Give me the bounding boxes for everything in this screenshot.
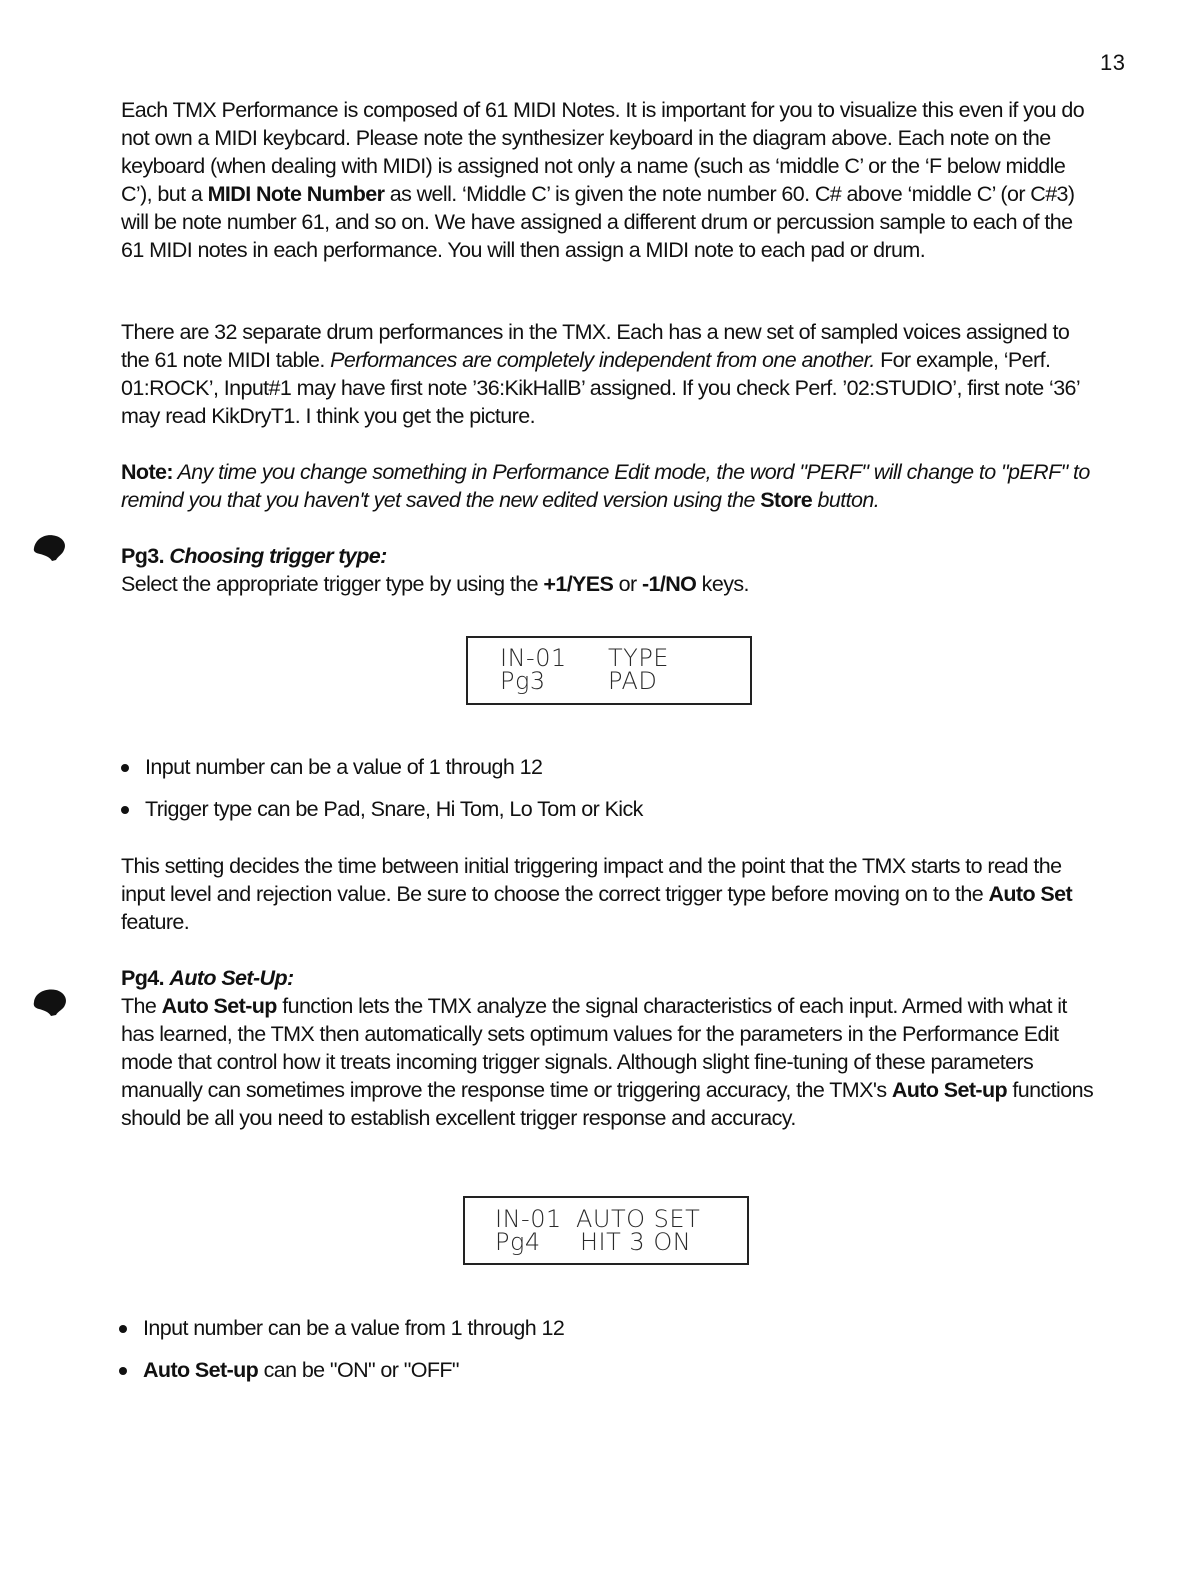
lcd-text: IN-01 [495, 1205, 562, 1233]
list-item: Input number can be a value from 1 through 12 [119, 1314, 564, 1342]
lcd-text: Pg4 [495, 1228, 541, 1256]
lcd-display-pg4 [463, 1196, 749, 1265]
list-item: Auto Set-up can be "ON" or "OFF" [119, 1356, 564, 1384]
list-item: Trigger type can be Pad, Snare, Hi Tom, Lo Tom or Kick [121, 795, 643, 823]
bullet-dot-icon [121, 806, 129, 814]
bullet-dot-icon [121, 764, 129, 772]
page-number: 13 [1100, 50, 1126, 75]
section-heading-pg3: Pg3. Choosing trigger type: [121, 544, 387, 568]
margin-bullet-mark-icon [30, 985, 70, 1019]
bullet-dot-icon [119, 1325, 127, 1333]
pg3-instruction: Select the appropriate trigger type by using the +1/YES or -1/NO keys. [121, 572, 749, 596]
bullet-dot-icon [119, 1367, 127, 1375]
bullet-list-pg4 [119, 1314, 564, 1398]
lcd-display-pg3 [466, 636, 752, 705]
margin-bullet-mark-icon [30, 530, 70, 564]
bullet-list-pg3 [121, 753, 643, 837]
lcd-text: HIT 3 ON [580, 1228, 692, 1256]
lcd-text: AUTO SET [576, 1205, 701, 1233]
lcd-text: PAD [608, 667, 658, 695]
section-heading-pg4: Pg4. Auto Set-Up: [121, 966, 294, 990]
lcd-text: IN-01 [500, 644, 567, 672]
lcd-text: TYPE [608, 644, 669, 672]
paragraph-trigger-setting: This setting decides the time between initial triggering impact and the point that the TMX starts to read the input level and rejection value. Be sure to choose the correct trigger type before moving on to the Auto Set feature. [121, 854, 1073, 934]
pg4-description: The Auto Set-up function lets the TMX analyze the signal characteristics of each input. Armed with what it has learned, the TMX then automatically sets optimum values for the parameters in the Performance Edit mode that control how it treats incoming trigger signals. Although slight fine-tuning of these parameters manually can sometimes improve the response time or triggering accuracy, the TMX's Auto Set-up functions should be all you need to establish excellent trigger response and accuracy. [121, 994, 1094, 1130]
list-item: Input number can be a value of 1 through 12 [121, 753, 643, 781]
section-pg3 [121, 542, 749, 598]
lcd-text: Pg3 [500, 667, 546, 695]
paragraph-note: Note: Any time you change something in Performance Edit mode, the word "PERF" will change to "pERF" to remind you that you haven't yet saved the new edited version using the Store button. [121, 460, 1090, 512]
paragraph-performances: There are 32 separate drum performances in the TMX. Each has a new set of sampled voices assigned to the 61 note MIDI table. Performances are completely independent from one another. For example, ‘Perf. 01:ROCK’, Input#1 may have first note ’36:KikHallB’ assigned. If you check Perf. ’02:STUDIO’, first note ‘36’ may read KikDryT1. I think you get the picture. [121, 320, 1080, 428]
section-pg4 [121, 964, 1096, 1132]
paragraph-midi-notes: Each TMX Performance is composed of 61 MIDI Notes. It is important for you to visualize this even if you do not own a MIDI keybcard. Please note the synthesizer keyboard in the diagram above. Each note on the keyboard (when dealing with MIDI) is assigned not only a name (such as ‘middle C’ or the ‘F below middle C’), but a MIDI Note Number as well. ‘Middle C’ is given the note number 60. C# above ‘middle C’ (or C#3) will be note number 61, and so on. We have assigned a different drum or percussion sample to each of the 61 MIDI notes in each performance. You will then assign a MIDI note to each pad or drum. [121, 98, 1085, 262]
